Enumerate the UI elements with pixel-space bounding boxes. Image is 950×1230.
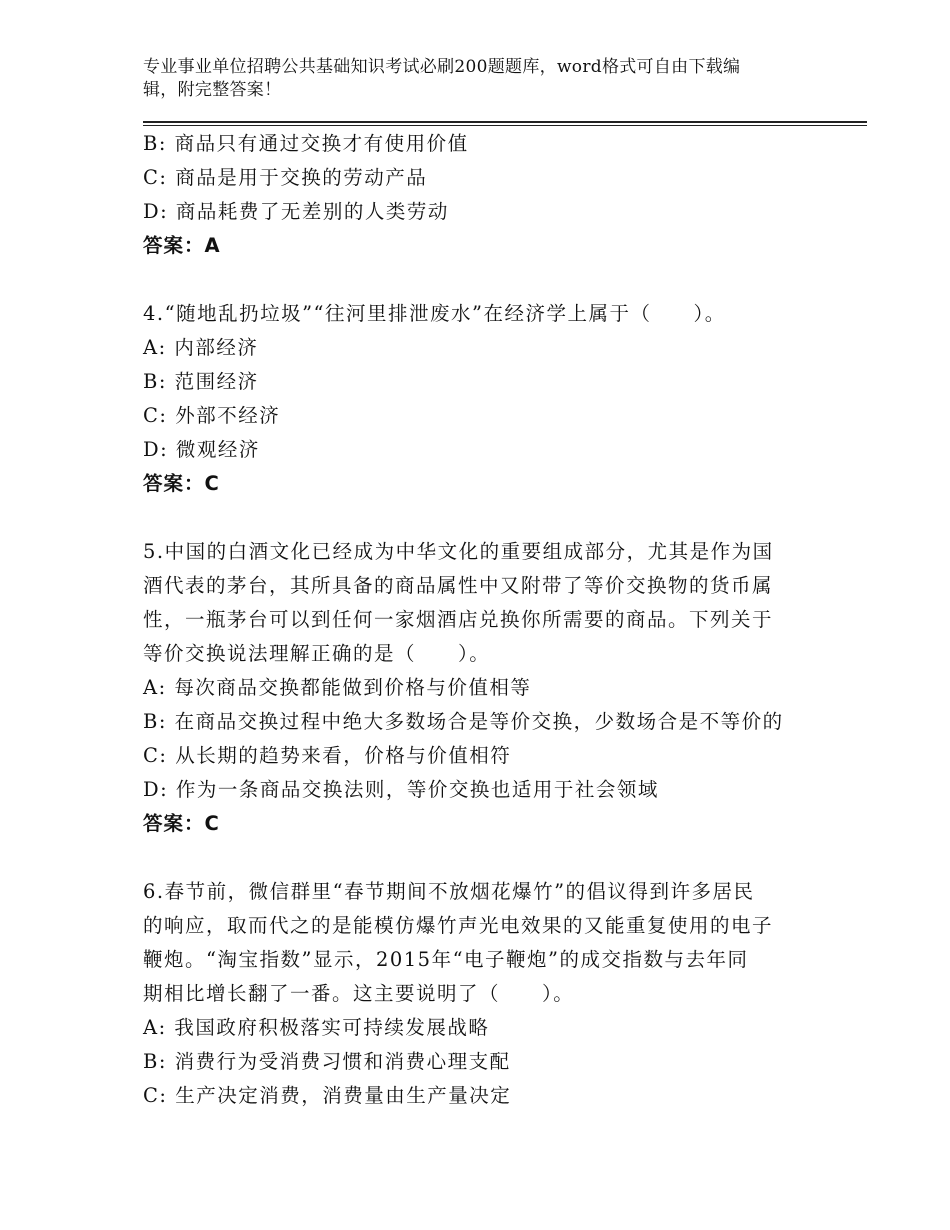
option-d: D: 商品耗费了无差别的人类劳动 <box>143 200 449 223</box>
option-c: C: 从长期的趋势来看，价格与价值相符 <box>143 744 512 767</box>
header-rule-thin <box>143 125 867 126</box>
question-stem-line: 等价交换说法理解正确的是（ ）。 <box>143 642 491 665</box>
question-5 <box>143 535 843 841</box>
document-header <box>143 56 803 102</box>
option-d: D: 作为一条商品交换法则，等价交换也适用于社会领域 <box>143 778 659 801</box>
option-c: C: 生产决定消费，消费量由生产量决定 <box>143 1084 512 1107</box>
option-b: B: 消费行为受消费习惯和消费心理支配 <box>143 1050 511 1073</box>
header-line-2: 辑，附完整答案！ <box>143 80 282 100</box>
option-d: D: 微观经济 <box>143 438 260 461</box>
question-stem: 4.“随地乱扔垃圾”“往河里排泄废水”在经济学上属于（ ）。 <box>143 302 726 325</box>
question-4 <box>143 297 843 501</box>
answer-label: 答案：C <box>143 472 220 495</box>
option-a: A: 每次商品交换都能做到价格与价值相等 <box>143 676 532 699</box>
option-a: A: 内部经济 <box>143 336 259 359</box>
question-6 <box>143 875 843 1113</box>
spacer <box>143 263 843 297</box>
spacer <box>143 841 843 875</box>
option-b: B: 在商品交换过程中绝大多数场合是等价交换，少数场合是不等价的 <box>143 710 784 733</box>
question-stem-line: 6.春节前，微信群里“春节期间不放烟花爆竹”的倡议得到许多居民 <box>143 880 755 903</box>
question-content <box>143 127 843 1113</box>
answer-label: 答案：C <box>143 812 220 835</box>
option-a: A: 我国政府积极落实可持续发展战略 <box>143 1016 490 1039</box>
option-b: B: 商品只有通过交换才有使用价值 <box>143 132 469 155</box>
option-c: C: 外部不经济 <box>143 404 281 427</box>
question-3 <box>143 127 843 263</box>
question-stem-line: 酒代表的茅台，其所具备的商品属性中又附带了等价交换物的货币属 <box>143 574 774 597</box>
question-stem-line: 鞭炮。“淘宝指数”显示，2015年“电子鞭炮”的成交指数与去年同 <box>143 948 749 971</box>
header-rule-thick <box>143 121 867 123</box>
spacer <box>143 501 843 535</box>
question-stem-line: 5.中国的白酒文化已经成为中华文化的重要组成部分，尤其是作为国 <box>143 540 774 563</box>
option-c: C: 商品是用于交换的劳动产品 <box>143 166 428 189</box>
header-line-1: 专业事业单位招聘公共基础知识考试必刷200题题库，word格式可自由下载编 <box>143 57 741 77</box>
question-stem-line: 期相比增长翻了一番。这主要说明了（ ）。 <box>143 982 575 1005</box>
answer-label: 答案：A <box>143 234 221 257</box>
option-b: B: 范围经济 <box>143 370 259 393</box>
question-stem-line: 的响应，取而代之的是能模仿爆竹声光电效果的又能重复使用的电子 <box>143 914 774 937</box>
question-stem-line: 性，一瓶茅台可以到任何一家烟酒店兑换你所需要的商品。下列关于 <box>143 608 774 631</box>
